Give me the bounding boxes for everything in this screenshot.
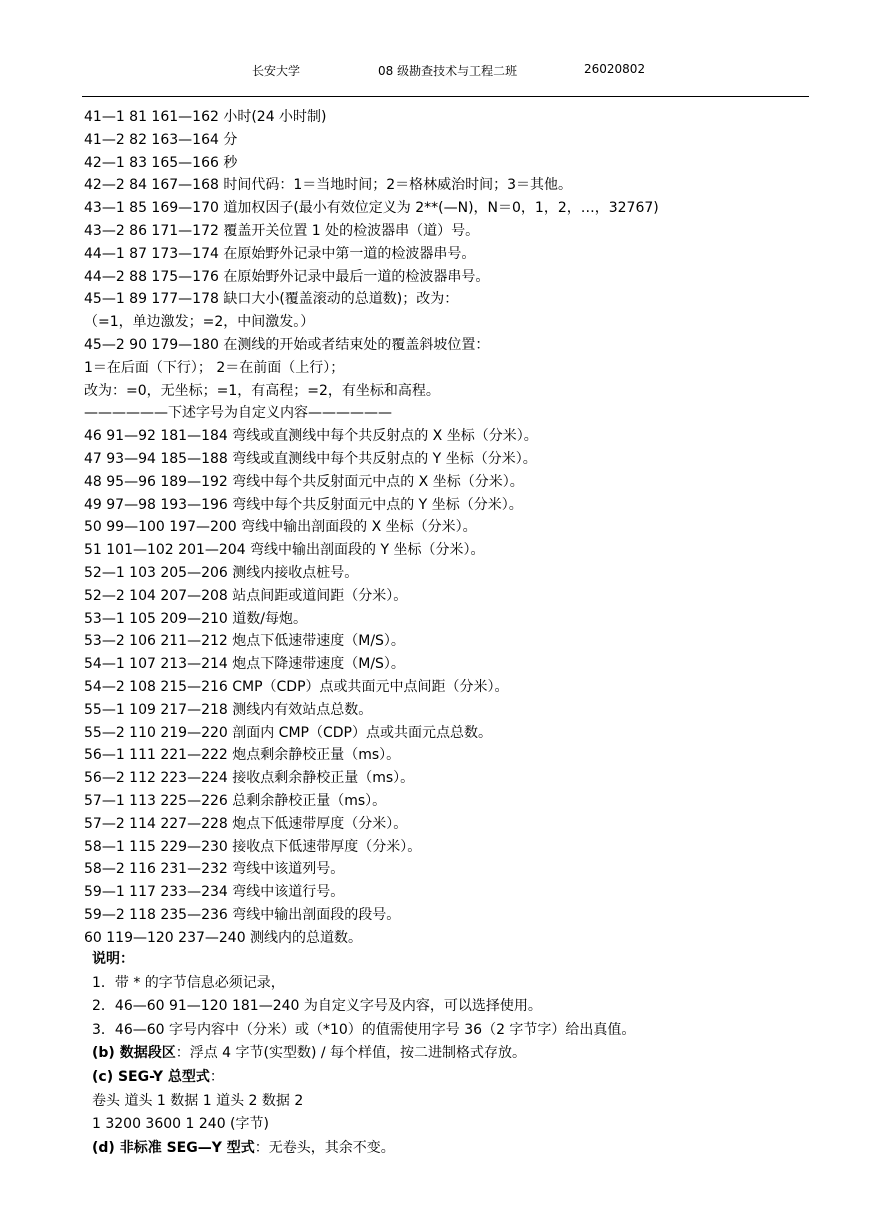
field-line: 42—1 83 165—166 秒 xyxy=(84,154,238,171)
field-line: 54—1 107 213—214 炮点下降速带速度（M/S）。 xyxy=(84,656,405,673)
field-line: 58—2 116 231—232 弯线中该道列号。 xyxy=(84,861,345,878)
field-line: 59—1 117 233—234 弯线中该道行号。 xyxy=(84,884,345,901)
data-section-label: (b) 数据段区 xyxy=(92,1045,176,1062)
field-line: （=1，单边激发；=2，中间激发。） xyxy=(84,314,315,331)
field-line: 45—2 90 179—180 在测线的开始或者结束处的覆盖斜坡位置： xyxy=(84,336,490,353)
field-line: 42—2 84 167—168 时间代码：1＝当地时间；2＝格林威治时间；3＝其他。 xyxy=(84,177,573,194)
nonstandard-segy-line xyxy=(92,1137,832,1161)
field-line: 56—2 112 223—224 接收点剩余静校正量（ms）。 xyxy=(84,770,415,787)
field-line: 44—1 87 173—174 在原始野外记录中第一道的检波器串号。 xyxy=(84,245,476,262)
field-line: 47 93—94 185—188 弯线或直测线中每个共反射点的 Y 坐标（分米）。 xyxy=(84,450,537,467)
field-line: 53—2 106 211—212 炮点下低速带速度（M/S）。 xyxy=(84,633,405,650)
field-line: 57—1 113 225—226 总剩余静校正量（ms）。 xyxy=(84,792,387,809)
field-line: 52—1 103 205—206 测线内接收点桩号。 xyxy=(84,564,359,581)
header-class: 08 级勘查技术与工程二班 xyxy=(378,64,518,78)
field-line: 50 99—100 197—200 弯线中输出剖面段的 X 坐标（分米）。 xyxy=(84,519,477,536)
data-section-line xyxy=(92,1042,832,1066)
field-line: 43—2 86 171—172 覆盖开关位置 1 处的检波器串（道）号。 xyxy=(84,222,480,239)
field-line: 49 97—98 193—196 弯线中每个共反射面元中点的 Y 坐标（分米）。 xyxy=(84,496,523,513)
field-line: 44—2 88 175—176 在原始野外记录中最后一道的检波器串号。 xyxy=(84,268,490,285)
header-student-id: 26020802 xyxy=(584,62,646,76)
field-line: 57—2 114 227—228 炮点下低速带厚度（分米）。 xyxy=(84,815,408,832)
field-line: 48 95—96 189—192 弯线中每个共反射面元中点的 X 坐标（分米）。 xyxy=(84,473,524,490)
field-line: 55—2 110 219—220 剖面内 CMP（CDP）点或共面元点总数。 xyxy=(84,724,492,741)
note-item: 3．46—60 字号内容中（分米）或（*10）的值需使用字号 36（2 字节字）给出真值。 xyxy=(92,1021,636,1038)
field-line: 46 91—92 181—184 弯线或直测线中每个共反射点的 X 坐标（分米）。 xyxy=(84,428,538,445)
field-line: 43—1 85 169—170 道加权因子(最小有效位定义为 2**(—N)，N＝0，1，2，…，32767) xyxy=(84,200,659,217)
segy-format-colon: ： xyxy=(209,1068,224,1085)
segy-format-line xyxy=(92,1066,832,1090)
field-line: 51 101—102 201—204 弯线中输出剖面段的 Y 坐标（分米）。 xyxy=(84,542,485,559)
field-line: 改为：=0，无坐标；=1，有高程；=2，有坐标和高程。 xyxy=(84,382,440,399)
nonstandard-segy-label: (d) 非标准 SEG—Y 型式 xyxy=(92,1139,255,1156)
field-line: 1＝在后面（下行）； 2＝在前面（上行）； xyxy=(84,359,345,376)
segy-format-structure: 卷头 道头 1 数据 1 道头 2 数据 2 xyxy=(92,1092,304,1109)
field-line: 58—1 115 229—230 接收点下低速带厚度（分米）。 xyxy=(84,838,422,855)
field-line: 55—1 109 217—218 测线内有效站点总数。 xyxy=(84,701,373,718)
field-line: 60 119—120 237—240 测线内的总道数。 xyxy=(84,929,363,946)
header-university: 长安大学 xyxy=(252,64,301,78)
header-rule xyxy=(82,96,809,97)
segy-format-bytes: 1 3200 3600 1 240 (字节) xyxy=(92,1116,269,1133)
field-line: 52—2 104 207—208 站点间距或道间距（分米）。 xyxy=(84,587,408,604)
nonstandard-segy-text: ：无卷头，其余不变。 xyxy=(254,1139,395,1156)
note-item: 1．带 * 的字节信息必须记录， xyxy=(92,974,285,991)
field-line: 45—1 89 177—178 缺口大小(覆盖滚动的总道数)；改为： xyxy=(84,291,459,308)
field-line: 41—2 82 163—164 分 xyxy=(84,131,238,148)
note-item: 2．46—60 91—120 181—240 为自定义字号及内容，可以选择使用。 xyxy=(92,998,542,1015)
field-line: 59—2 118 235—236 弯线中输出剖面段的段号。 xyxy=(84,906,401,923)
notes-section xyxy=(92,948,832,1160)
field-line: 41—1 81 161—162 小时(24 小时制) xyxy=(84,109,327,125)
header-field-list xyxy=(84,106,844,949)
section-divider: ——————下述字号为自定义内容—————— xyxy=(84,405,392,422)
field-line: 54—2 108 215—216 CMP（CDP）点或共面元中点间距（分米）。 xyxy=(84,678,509,695)
notes-heading: 说明： xyxy=(92,951,134,967)
field-line: 53—1 105 209—210 道数/每炮。 xyxy=(84,610,307,627)
segy-format-label: (c) SEG-Y 总型式 xyxy=(92,1068,210,1085)
data-section-text: ：浮点 4 字节(实型数) / 每个样值，按二进制格式存放。 xyxy=(175,1045,527,1062)
field-line: 56—1 111 221—222 炮点剩余静校正量（ms）。 xyxy=(84,747,401,764)
